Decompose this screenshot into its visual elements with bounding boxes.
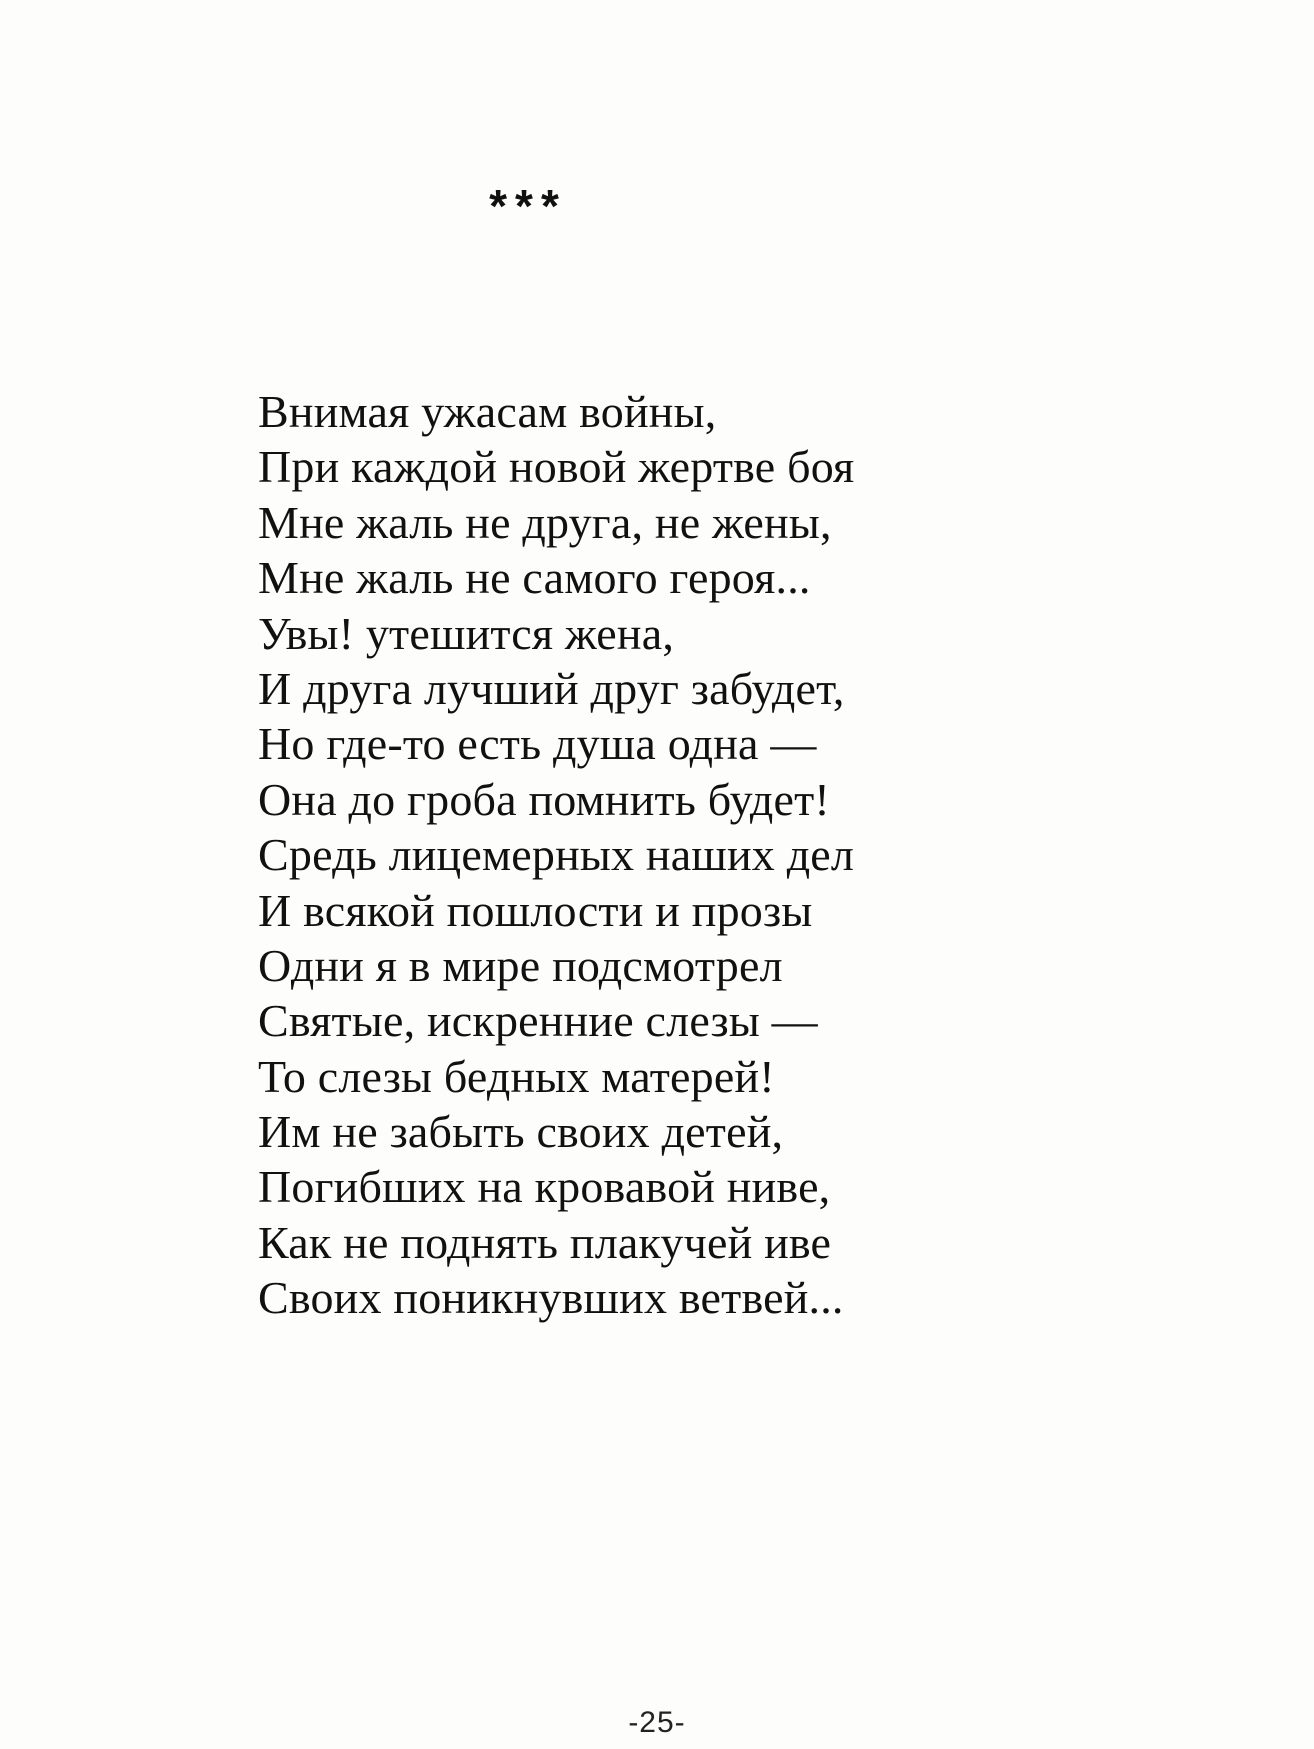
page-number: -25- xyxy=(628,1706,686,1739)
poem-line: Как не поднять плакучей иве xyxy=(258,1216,832,1268)
poem-line: И друга лучший друг забудет, xyxy=(258,662,845,714)
poem-line: Святые, искренние слезы — xyxy=(258,995,818,1047)
poem-line: Но где-то есть душа одна — xyxy=(258,718,817,770)
poem-line: Она до гроба помнить будет! xyxy=(258,773,830,825)
poem-line: Мне жаль не самого героя... xyxy=(258,552,811,604)
poem-line: Одни я в мире подсмотрел xyxy=(258,939,783,991)
poem-line: И всякой пошлости и прозы xyxy=(258,884,813,936)
poem-line: Погибших на кровавой ниве, xyxy=(258,1161,831,1213)
poem-line: Мне жаль не друга, не жены, xyxy=(258,496,832,548)
poem-line: Средь лицемерных наших дел xyxy=(258,829,855,881)
poem-line: То слезы бедных матерей! xyxy=(258,1050,775,1102)
poem-line: Внимая ужасам войны, xyxy=(258,386,717,437)
poem-line: Им не забыть своих детей, xyxy=(258,1106,784,1158)
poem-line: При каждой новой жертве боя xyxy=(258,441,855,493)
section-ornament: *** xyxy=(489,180,567,232)
poem-text xyxy=(258,384,1018,1326)
poem-line: Увы! утешится жена, xyxy=(258,607,675,659)
poem-line: Своих поникнувших ветвей... xyxy=(258,1272,844,1324)
